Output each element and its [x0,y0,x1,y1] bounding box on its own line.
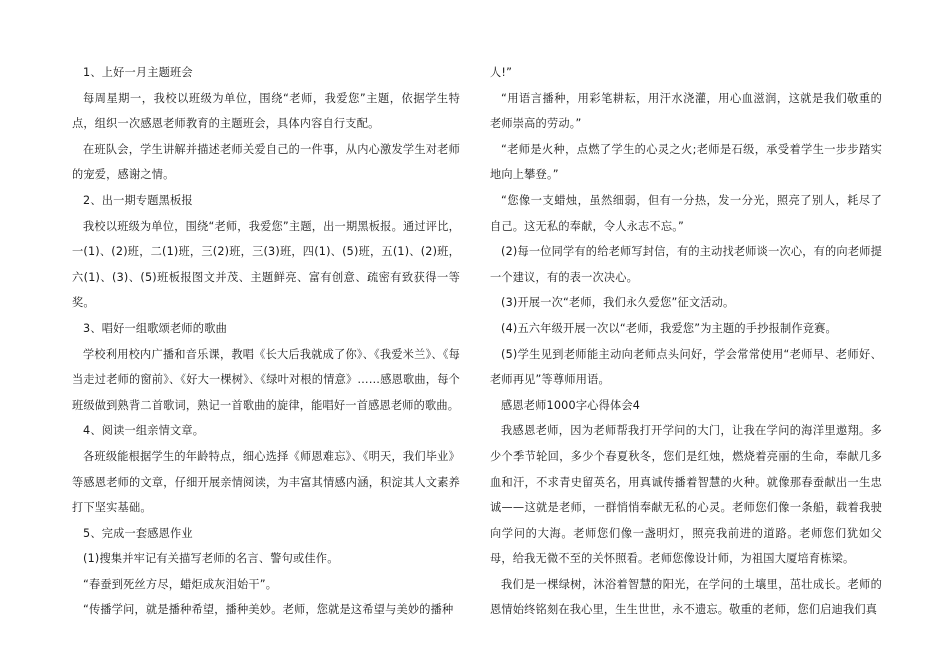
left-paragraph: (1)搜集并牢记有关描写老师的名言、警句或佳作。 [83,552,339,566]
left-section-heading: 5、完成一套感恩作业 [83,526,193,540]
right-paragraph: 我们是一棵绿树，沐浴着智慧的阳光，在学问的土壤里，茁壮成长。老师的恩情始终铭刻在我心里，生生世世，永不遗忘。敬重的老师，您们启迪我们真 [490,577,882,617]
left-paragraph: 在班队会，学生讲解并描述老师关爱自己的一件事，从内心激发学生对老师的宠爱，感谢之情。 [72,142,460,182]
left-section-heading: 2、出一期专题黑板报 [83,193,193,207]
right-paragraph: “用语言播种，用彩笔耕耘，用汗水浇灌，用心血滋润，这就是我们敬重的老师崇高的劳动。” [490,91,882,131]
right-paragraph: “您像一支蜡烛，虽然细弱，但有一分热，发一分光，照亮了别人，耗尽了自己。这无私的奉献，令人永志不忘。” [490,193,882,233]
right-paragraph: “老师是火种，点燃了学生的心灵之火;老师是石级，承受着学生一步步踏实地向上攀登。” [490,142,882,182]
right-paragraph: (2)每一位同学有的给老师写封信，有的主动找老师谈一次心，有的向老师提一个建议，有的表一次决心。 [490,245,882,284]
right-column [490,60,882,623]
left-column [72,60,460,623]
right-paragraph: (4)五六年级开展一次以“老师，我爱您”为主题的手抄报制作竞赛。 [501,321,837,335]
left-paragraph: 我校以班级为单位，围绕“老师，我爱您”主题，出一期黑板报。通过评比，一(1)、(2)班，二(1)班，三(2)班，三(3)班，四(1)、(5)班，五(1)、(2)班，六(1)、(3)、(5)班板报图文并茂、主题鲜亮、富有创意、疏密有致获得一等奖。 [72,219,460,310]
left-paragraph: “传播学问，就是播种希望，播种美妙。老师，您就是这希望与美妙的播种 [83,603,454,617]
left-paragraph: 各班级能根据学生的年龄特点，细心选择《师恩难忘》、《明天，我们毕业》等感恩老师的文章，仔细开展亲情阅读，为丰富其情感内涵，积淀其人文素养打下坚实基础。 [72,449,460,515]
right-paragraph: (5)学生见到老师能主动向老师点头问好，学会常常使用“老师早、老师好、老师再见”等尊师用语。 [490,347,882,387]
left-section-heading: 1、上好一月主题班会 [83,66,193,79]
left-section-heading: 3、唱好一组歌颂老师的歌曲 [83,321,227,335]
left-paragraph: “春蚕到死丝方尽，蜡炬成灰泪始干”。 [83,577,278,591]
right-section-heading: 感恩老师1000字心得体会4 [501,398,641,412]
left-paragraph: 每周星期一，我校以班级为单位，围绕“老师，我爱您”主题，依据学生特点，组织一次感恩老师教育的主题班会，具体内容自行支配。 [72,91,460,131]
right-paragraph: 我感恩老师，因为老师帮我打开学问的大门，让我在学问的海洋里遨翔。多少个季节轮回，多少个春夏秋冬，您们是红烛，燃烧着亮丽的生命，奉献几多血和汗，不求青史留英名，用真诚传播着智慧的火种。就像那春蚕献出一生忠诚——这就是老师，一群悄悄奉献无私的心灵。老师您们像一条船，载着我驶向学问的大海。老师您们像一盏明灯，照亮我前进的道路。老师您们犹如父母，给我无微不至的关怀照看。老师您像设计师，为祖国大厦培育栋梁。 [490,424,882,566]
left-section-heading: 4、阅读一组亲情文章。 [83,424,205,438]
right-paragraph: (3)开展一次“老师，我们永久爱您”征文活动。 [501,296,735,310]
right-paragraph: 人!” [490,66,513,79]
left-paragraph: 学校利用校内广播和音乐课，教唱《长大后我就成了你》、《我爱米兰》、《每当走过老师的窗前》、《好大一棵树》、《绿叶对根的情意》……感恩歌曲，每个班级做到熟背二首歌词，熟记一首歌曲的旋律，能唱好一首感恩老师的歌曲。 [72,347,460,412]
